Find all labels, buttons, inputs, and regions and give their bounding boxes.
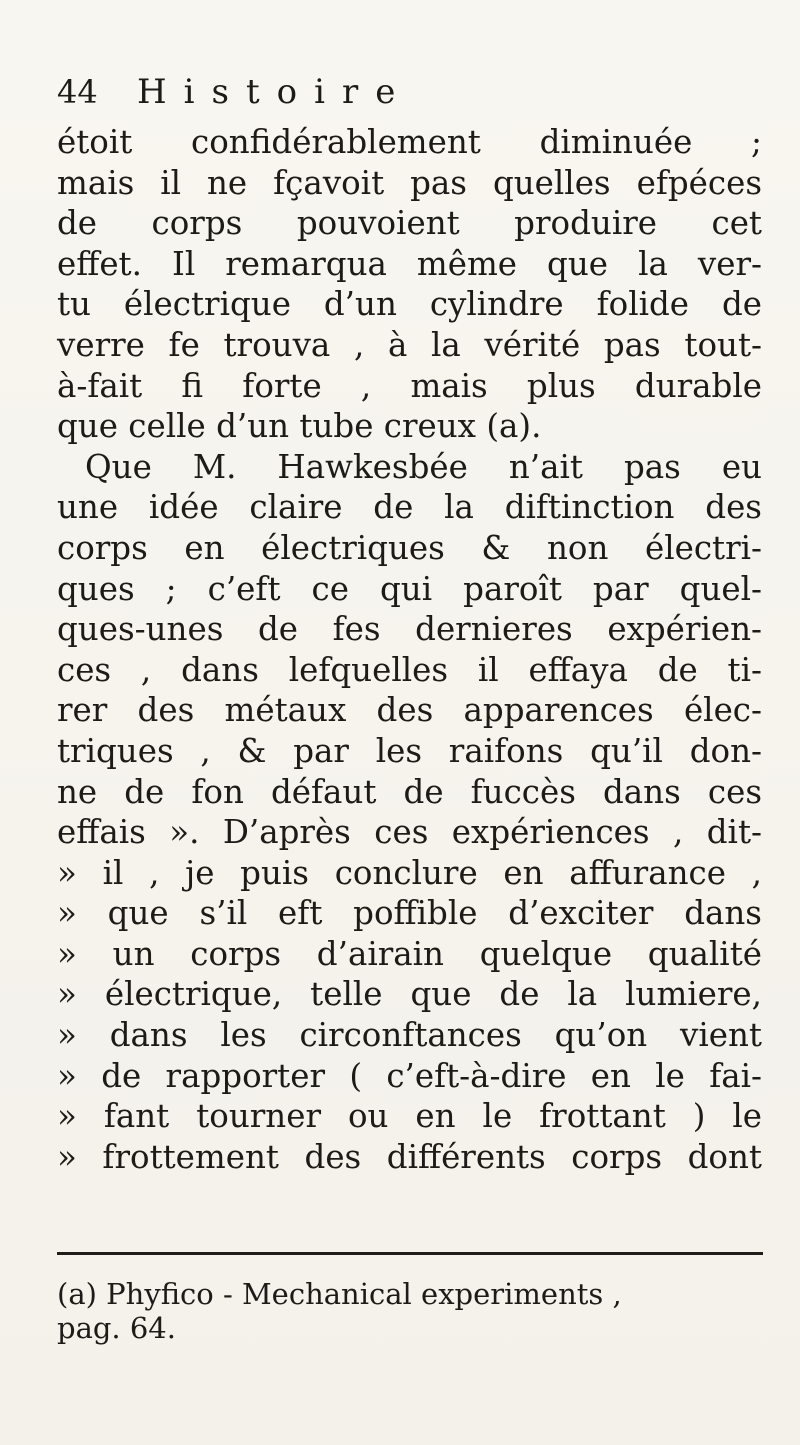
text-line: une idée claire de la diftinction des — [57, 488, 762, 527]
text-line: étoit confidérablement diminuée ; — [57, 123, 762, 161]
text-line: corps en électriques & non électri- — [57, 528, 762, 567]
footnote — [57, 1277, 765, 1345]
main-text — [57, 122, 762, 1177]
text-line: effais ». D’après ces expériences , dit- — [57, 813, 762, 852]
text-line: ques ; c’eft ce qui paroît par quel- — [57, 569, 762, 608]
text-line: rer des métaux des apparences élec- — [57, 691, 762, 730]
text-line: » un corps d’airain quelque qualité — [57, 934, 762, 973]
text-line: » frottement des différents corps dont — [57, 1137, 762, 1176]
page-number: 44 — [57, 73, 98, 111]
text-line: » électrique, telle que de la lumiere, — [57, 975, 762, 1014]
text-line: tu électrique d’un cylindre folide de — [57, 285, 762, 324]
text-line: ques-unes de fes dernieres expérien- — [57, 610, 762, 649]
text-line: » que s’il eft poffible d’exciter dans — [57, 894, 762, 933]
page-header — [57, 72, 747, 120]
footnote-line: pag. 64. — [57, 1311, 176, 1345]
text-line: » fant tourner ou en le frottant ) le — [57, 1097, 762, 1136]
text-line: ces , dans lefquelles il effaya de ti- — [57, 650, 762, 689]
text-line: » de rapporter ( c’eft-à-dire en le fai- — [57, 1056, 762, 1095]
text-line: Que M. Hawkesbée n’ait pas eu — [85, 447, 762, 486]
text-line: effet. Il remarqua même que la ver- — [57, 244, 762, 283]
text-line: à-fait fi forte , mais plus durable — [57, 366, 762, 405]
text-line: verre fe trouva , à la vérité pas tout- — [57, 325, 762, 364]
text-line: que celle d’un tube creux (a). — [57, 407, 542, 446]
text-line: triques , & par les raifons qu’il don- — [57, 731, 762, 770]
text-line: » dans les circonftances qu’on vient — [57, 1016, 762, 1055]
text-line: de corps pouvoient produire cet — [57, 204, 762, 243]
text-line: ne de fon défaut de fuccès dans ces — [57, 772, 762, 811]
text-line: » il , je puis conclure en affurance , — [57, 853, 762, 892]
footnote-line: (a) Phyfico - Mechanical experiments , — [57, 1277, 622, 1311]
running-head: Histoire — [137, 72, 413, 112]
footnote-divider — [57, 1252, 763, 1255]
text-line: mais il ne fçavoit pas quelles efpéces — [57, 163, 762, 202]
